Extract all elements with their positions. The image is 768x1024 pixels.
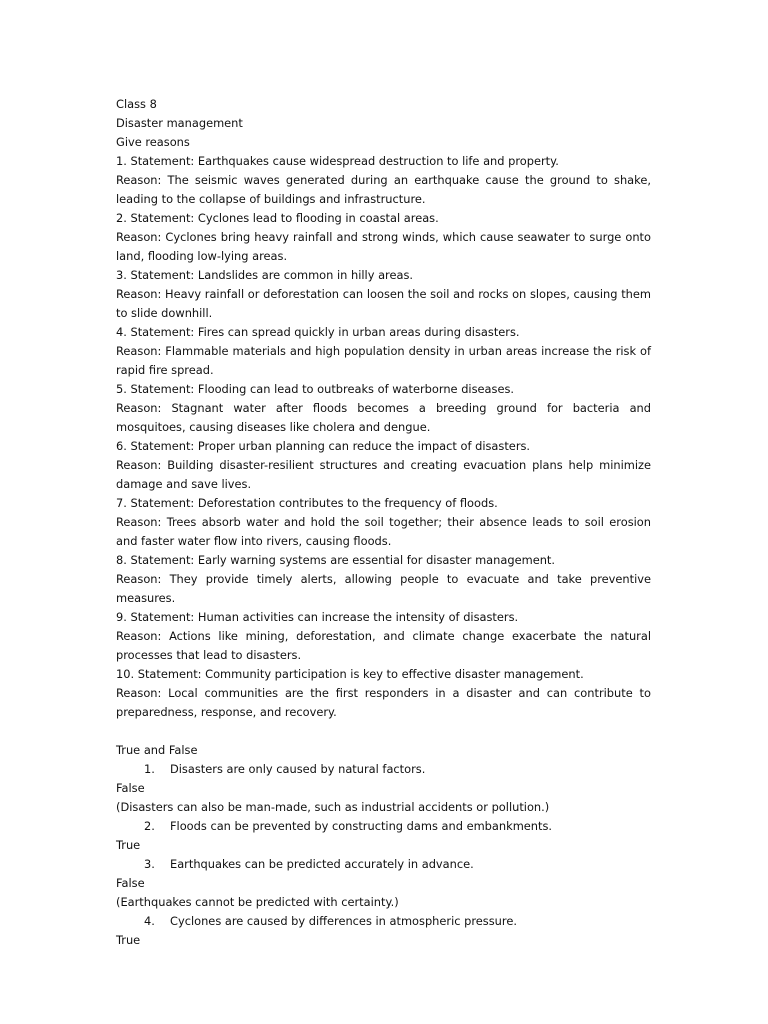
tf-item-4: [116, 912, 651, 931]
document-page: [116, 95, 651, 950]
tf-item-number: 1.: [144, 762, 155, 776]
tf-answer-1: False: [116, 781, 145, 795]
statement-5: 5. Statement: Flooding can lead to outbreaks of waterborne diseases.: [116, 382, 515, 396]
statement-10: 10. Statement: Community participation is key to effective disaster management.: [116, 667, 584, 681]
tf-answer-2: True: [116, 838, 141, 852]
tf-note-3: (Earthquakes cannot be predicted with certainty.): [116, 895, 399, 909]
reason-8: Reason: They provide timely alerts, allowing people to evacuate and take preventive measures.: [116, 572, 651, 605]
tf-item-text: Disasters are only caused by natural factors.: [170, 762, 426, 776]
tf-item-text: Earthquakes can be predicted accurately in advance.: [170, 857, 474, 871]
tf-item-text: Floods can be prevented by constructing dams and embankments.: [170, 819, 553, 833]
tf-note-1: (Disasters can also be man-made, such as industrial accidents or pollution.): [116, 800, 550, 814]
reason-3: Reason: Heavy rainfall or deforestation can loosen the soil and rocks on slopes, causing them to slide downhill.: [116, 287, 651, 320]
tf-item-number: 2.: [144, 819, 155, 833]
statement-2: 2. Statement: Cyclones lead to flooding in coastal areas.: [116, 211, 439, 225]
reason-2: Reason: Cyclones bring heavy rainfall and strong winds, which cause seawater to surge onto land, flooding low-lying areas.: [116, 230, 651, 263]
tf-item-1: [116, 760, 651, 779]
statement-4: 4. Statement: Fires can spread quickly in urban areas during disasters.: [116, 325, 520, 339]
tf-item-number: 4.: [144, 914, 155, 928]
reason-7: Reason: Trees absorb water and hold the soil together; their absence leads to soil erosion and faster water flow into rivers, causing floods.: [116, 515, 651, 548]
class-label: Class 8: [116, 97, 157, 111]
reason-9: Reason: Actions like mining, deforestation, and climate change exacerbate the natural processes that lead to disasters.: [116, 629, 651, 662]
tf-answer-4: True: [116, 933, 141, 947]
statement-7: 7. Statement: Deforestation contributes to the frequency of floods.: [116, 496, 498, 510]
reason-5: Reason: Stagnant water after floods becomes a breeding ground for bacteria and mosquitoes, causing diseases like cholera and dengue.: [116, 401, 651, 434]
statement-9: 9. Statement: Human activities can increase the intensity of disasters.: [116, 610, 519, 624]
subject-title: Disaster management: [116, 116, 243, 130]
statement-3: 3. Statement: Landslides are common in hilly areas.: [116, 268, 414, 282]
statement-6: 6. Statement: Proper urban planning can reduce the impact of disasters.: [116, 439, 531, 453]
reason-6: Reason: Building disaster-resilient structures and creating evacuation plans help minimize damage and save lives.: [116, 458, 651, 491]
tf-item-3: [116, 855, 651, 874]
tf-item-2: [116, 817, 651, 836]
section-heading: Give reasons: [116, 135, 190, 149]
tf-item-number: 3.: [144, 857, 155, 871]
tf-item-text: Cyclones are caused by differences in atmospheric pressure.: [170, 914, 517, 928]
statement-1: 1. Statement: Earthquakes cause widespread destruction to life and property.: [116, 154, 559, 168]
spacer: [116, 722, 651, 741]
statement-8: 8. Statement: Early warning systems are essential for disaster management.: [116, 553, 556, 567]
reason-4: Reason: Flammable materials and high population density in urban areas increase the risk of rapid fire spread.: [116, 344, 651, 377]
tf-answer-3: False: [116, 876, 145, 890]
true-false-heading: True and False: [116, 743, 198, 757]
reason-1: Reason: The seismic waves generated during an earthquake cause the ground to shake, leading to the collapse of buildings and infrastructure.: [116, 173, 651, 206]
reason-10: Reason: Local communities are the first responders in a disaster and can contribute to preparedness, response, and recovery.: [116, 686, 651, 719]
